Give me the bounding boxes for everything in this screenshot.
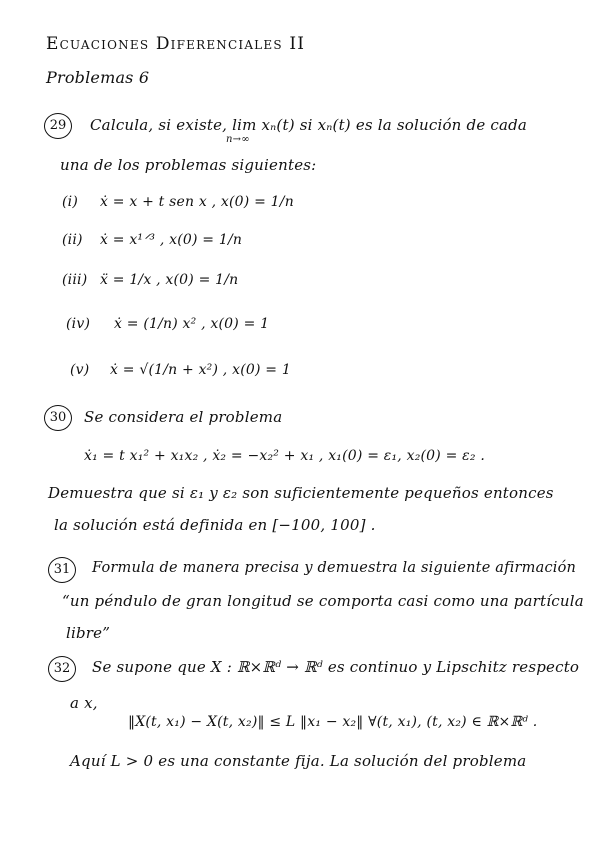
page-subtitle: Problemas 6: [46, 68, 150, 87]
problem-31-text-line-2: “un péndulo de gran longitud se comporta casi como una partícula: [62, 592, 584, 610]
problem-number-31: 31: [48, 557, 76, 583]
problem-number-30: 30: [44, 405, 72, 431]
item-label-i: (i): [62, 194, 79, 210]
problem-31-text-line-1: Formula de manera precisa y demuestra la siguiente afirmación: [92, 560, 577, 576]
problem-30-system-equation: ẋ₁ = t x₁² + x₁x₂ , ẋ₂ = −x₂² + x₁ , x₁(0) = ε₁, x₂(0) = ε₂ .: [84, 448, 486, 464]
item-label-v: (v): [70, 362, 90, 378]
item-equation-ii: ẋ = x¹ᐟ³ , x(0) = 1/n: [100, 232, 243, 248]
problem-32-text-line-2: a x,: [70, 694, 98, 712]
problem-29-text-line-2: una de los problemas siguientes:: [60, 156, 317, 174]
item-equation-iii: ẍ = 1/x , x(0) = 1/n: [100, 272, 239, 288]
problem-30-text-line-3: la solución está definida en [−100, 100] .: [54, 516, 376, 534]
item-label-iii: (iii): [62, 272, 88, 288]
problem-30-text-line-1: Se considera el problema: [84, 408, 283, 426]
problem-number-32: 32: [48, 656, 76, 682]
problem-32-lipschitz-inequality: ‖X(t, x₁) − X(t, x₂)‖ ≤ L ‖x₁ − x₂‖ ∀(t, x₁), (t, x₂) ∈ ℝ×ℝᵈ .: [128, 714, 538, 730]
problem-number-29: 29: [44, 113, 72, 139]
item-label-iv: (iv): [66, 316, 91, 332]
item-equation-v: ẋ = √(1/n + x²) , x(0) = 1: [110, 362, 291, 378]
problem-29-text-line-1: Calcula, si existe, lim xₙ(t) si xₙ(t) es la solución de cada: [90, 116, 528, 134]
item-label-ii: (ii): [62, 232, 83, 248]
problem-31-text-line-3: libre”: [66, 624, 111, 642]
item-equation-iv: ẋ = (1/n) x² , x(0) = 1: [114, 316, 270, 332]
problem-32-text-line-3: Aquí L > 0 es una constante fija. La solución del problema: [70, 752, 527, 770]
problem-29-limit-subscript: n→∞: [226, 134, 250, 145]
item-equation-i: ẋ = x + t sen x , x(0) = 1/n: [100, 194, 294, 210]
page-title: Ecuaciones Diferenciales II: [46, 34, 306, 54]
problem-32-text-line-1: Se supone que X : ℝ×ℝᵈ → ℝᵈ es continuo y Lipschitz respecto: [92, 658, 580, 676]
problem-30-text-line-2: Demuestra que si ε₁ y ε₂ son suficientemente pequeños entonces: [48, 484, 554, 502]
